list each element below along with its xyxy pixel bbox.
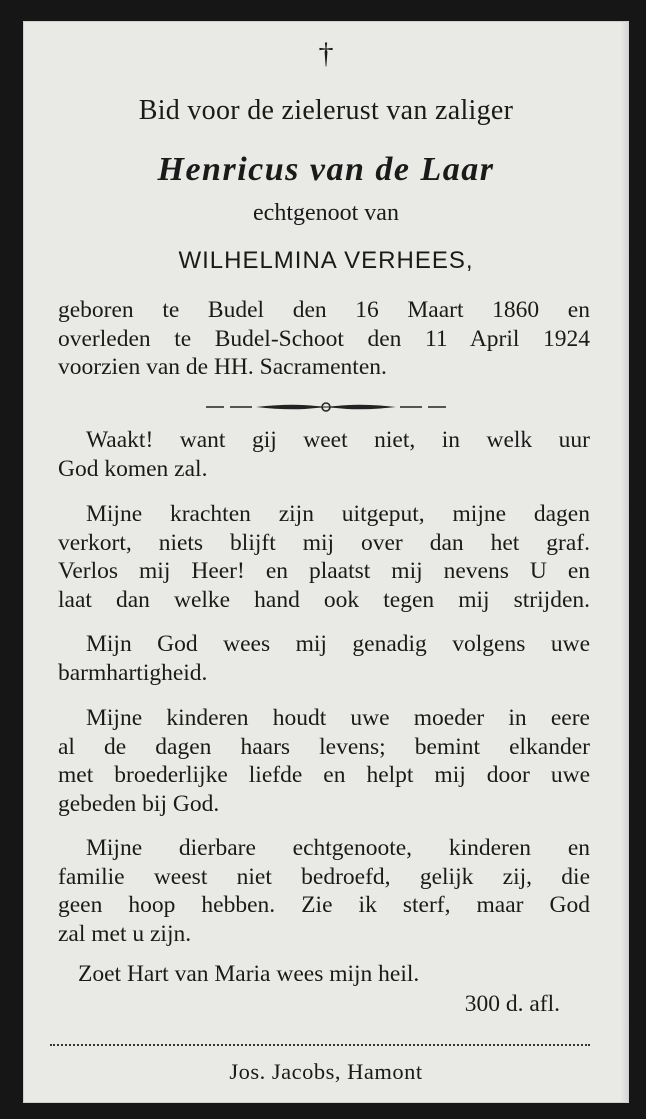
verse-line: met broederlijke liefde en helpt mij door uwe [58,762,590,788]
verse-line: Mijn God wees mij genadig volgens uwe [86,631,590,657]
verse-line: Waakt! want gij weet niet, in welk uur [86,427,590,453]
verse-line: gebeden bij God. [58,790,220,817]
birth-line: geboren te Budel den 16 Maart 1860 en [58,297,590,323]
verse-line: Mijne kinderen houdt uwe moeder in eere [86,705,590,731]
verse-line: God komen zal. [58,455,208,482]
verse-paragraph-3 [58,630,590,687]
verse-line: zal met u zijn. [58,920,192,947]
spouse-name: WILHELMINA VERHEES, [178,247,474,274]
birth-death-details [58,296,590,382]
verse-paragraph-1 [58,426,590,483]
cross-icon: † [318,37,334,70]
ornamental-divider [206,396,446,418]
sacraments-line: voorzien van de HH. Sacramenten. [58,354,387,380]
deceased-name: Henricus van de Laar [157,151,495,188]
verse-paragraph-5 [58,834,590,948]
verse-line: barmhartigheid. [58,659,208,686]
verse-line: al de dagen haars levens; bemint elkander [58,733,590,760]
verse-paragraph-2 [58,500,590,614]
indulgence-note: 300 d. afl. [464,991,560,1017]
verse-line: familie weest niet bedroefd, gelijk zij, die [58,863,590,890]
verse-line: Mijne krachten zijn uitgeput, mijne dagen [86,501,590,527]
spouse-intro: echtgenoot van [253,200,399,226]
verse-paragraph-4 [58,704,590,818]
closing-prayer: Zoet Hart van Maria wees mijn heil. [78,961,420,987]
verse-line: Mijne dierbare echtgenoote, kinderen en [86,835,590,861]
death-line: overleden te Budel-Schoot den 11 April 1924 [58,325,590,352]
verse-line: geen hoop hebben. Zie ik sterf, maar God [58,892,590,918]
printer-credit: Jos. Jacobs, Hamont [229,1059,423,1084]
verse-line: verkort, niets blijft mij over dan het graf. [58,529,590,556]
verse-line: laat dan welke hand ook tegen mij strijden. [58,586,590,613]
prayer-intro: Bid voor de zielerust van zaliger [138,95,514,126]
verse-line: Verlos mij Heer! en plaatst mij nevens U en [58,558,590,584]
dotted-divider [50,1044,590,1046]
memorial-card [24,22,628,1102]
